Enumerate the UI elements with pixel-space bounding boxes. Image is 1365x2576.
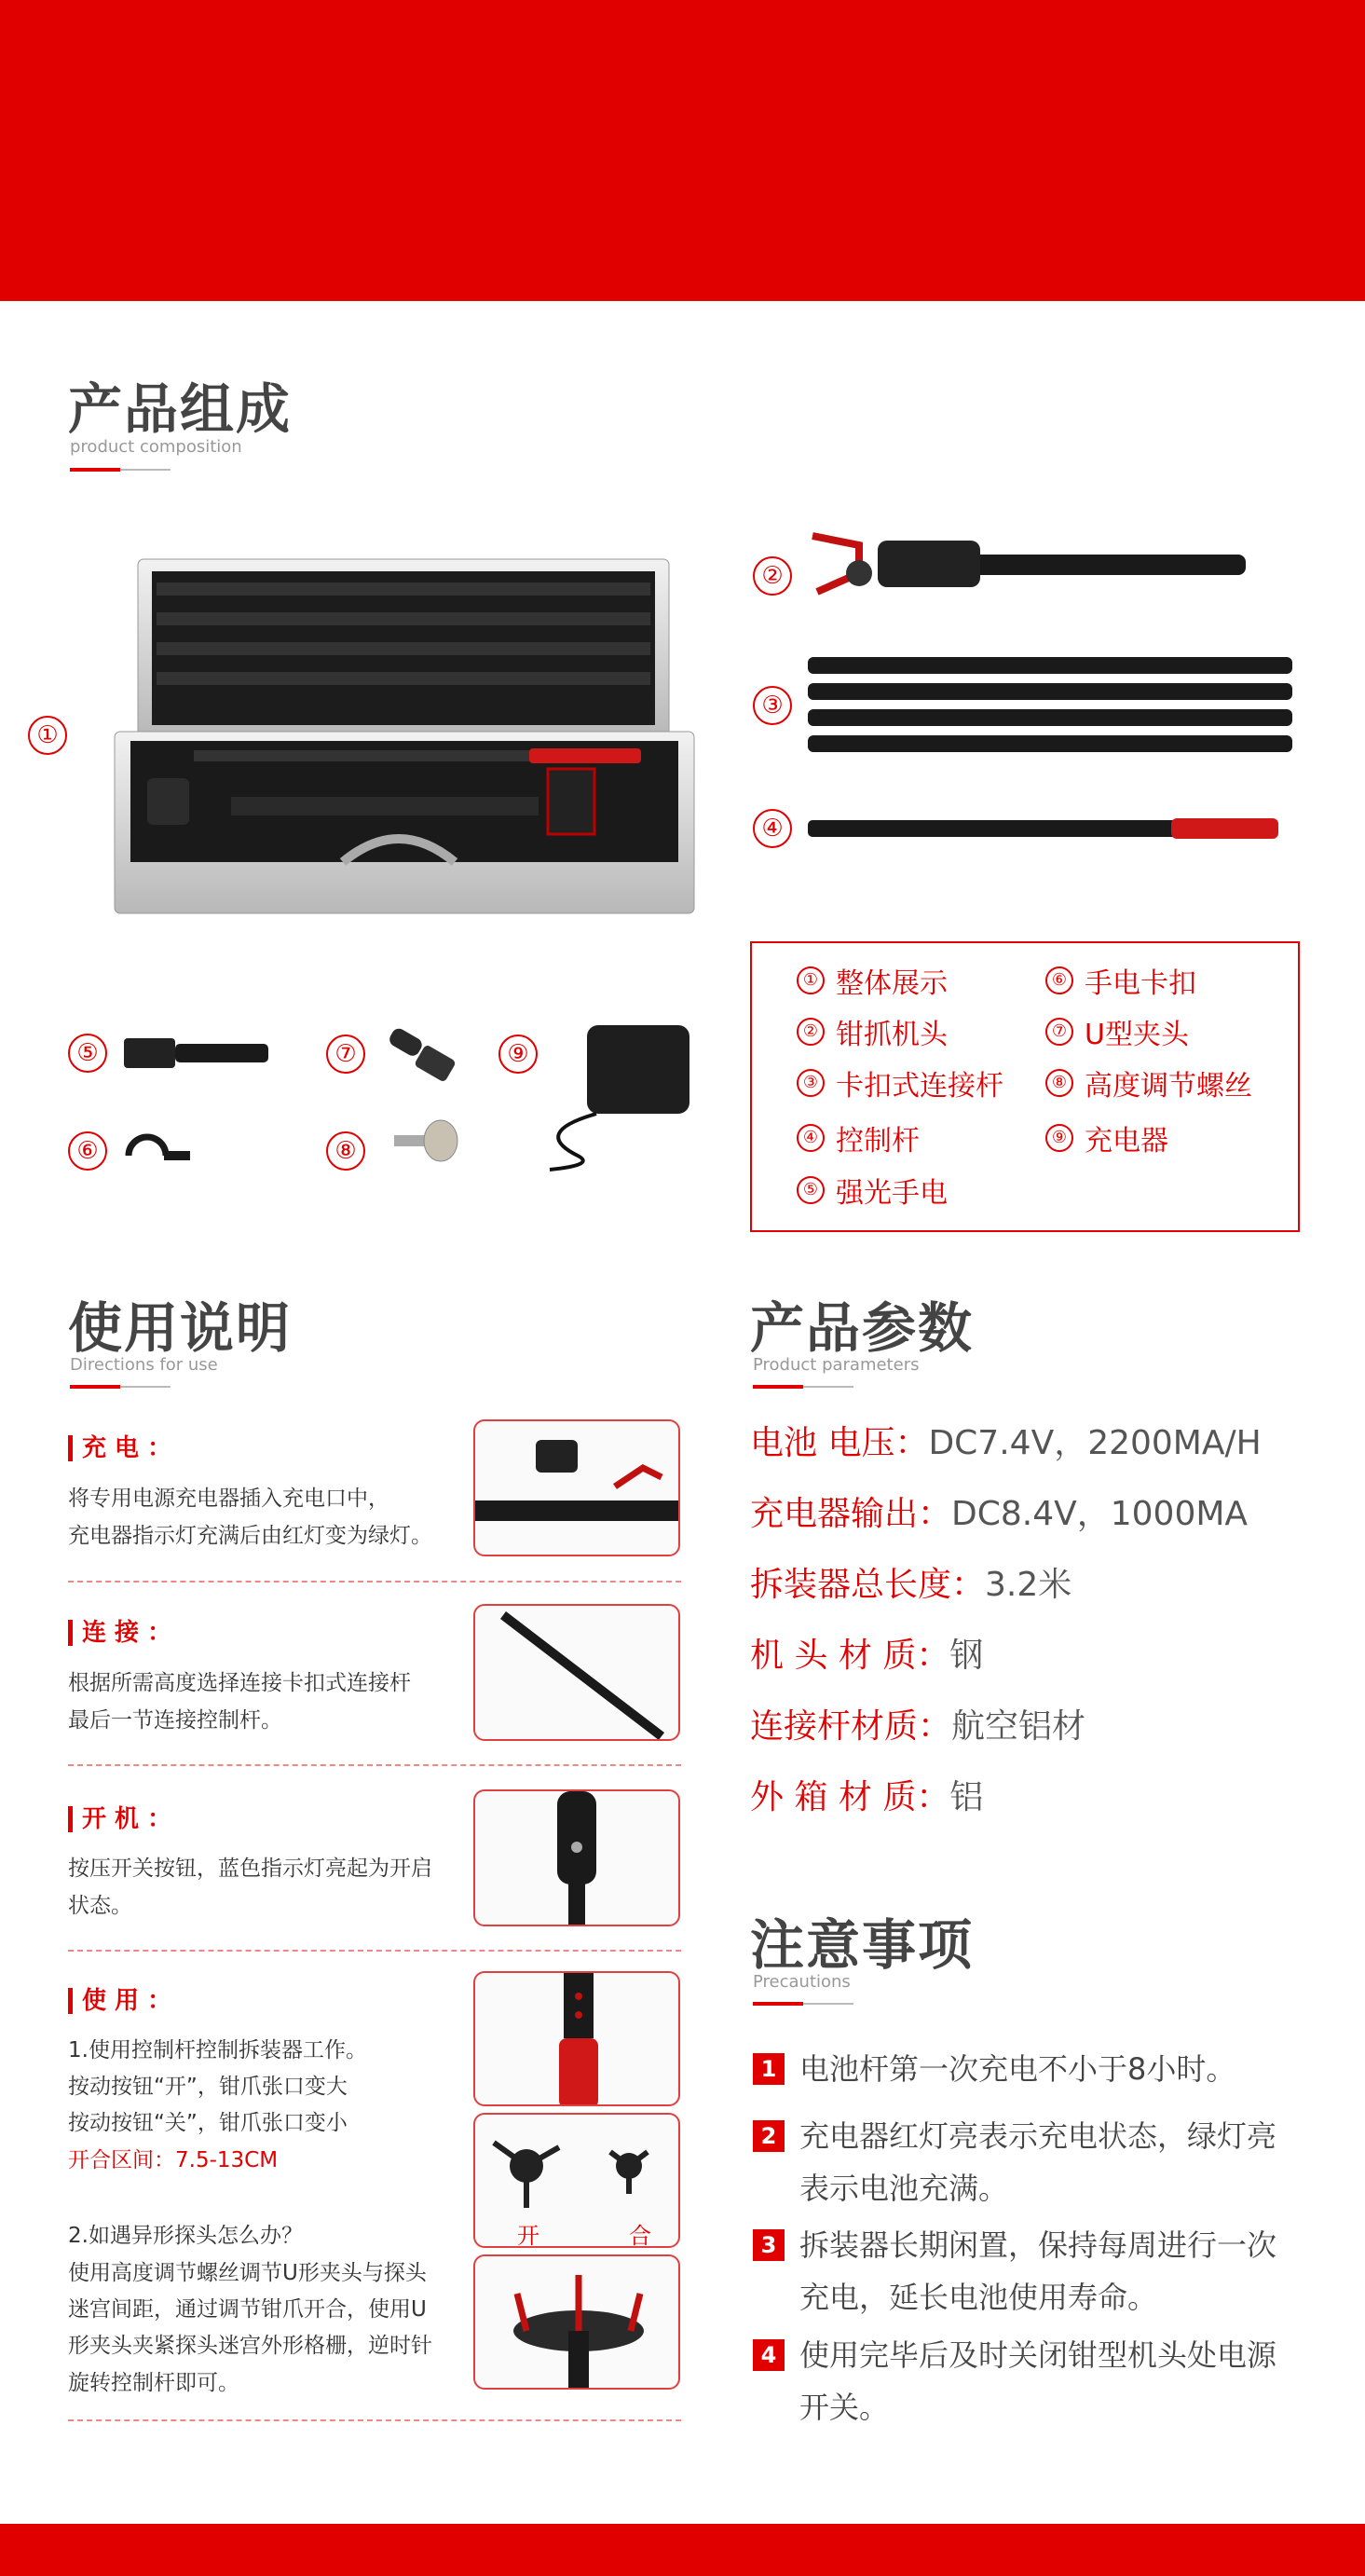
legend-item-8	[1045, 1062, 1252, 1103]
connecting-thumbnail	[473, 1604, 680, 1741]
composition-underline	[70, 468, 171, 472]
marker-5: ⑤	[68, 1034, 107, 1073]
usage-q2-line1: 2.如遇异形探头怎么办？	[68, 2224, 303, 2248]
param-value: DC8.4V，1000MA	[951, 1495, 1249, 1533]
marker-8: ⑧	[326, 1131, 365, 1171]
legend-num: ②	[797, 1018, 825, 1046]
open-close-range: 开合区间：7.5-13CM	[68, 2148, 279, 2172]
legend-num: ①	[797, 966, 825, 994]
usage-q2-line4: 形夹头夹紧探头迷宫外形格栅，逆时针	[68, 2334, 432, 2358]
precaution-number: 2	[753, 2120, 785, 2152]
power-on-thumbnail	[473, 1789, 680, 1926]
usage-connect-title: 连 接 ：	[68, 1620, 171, 1646]
parts-legend	[750, 941, 1300, 1232]
top-red-banner	[0, 0, 1365, 301]
marker-3: ③	[753, 686, 792, 725]
parameters-underline	[753, 1385, 853, 1389]
legend-item-3	[797, 1062, 1003, 1103]
legend-item-2	[797, 1011, 948, 1052]
usage-operate-line2: 按动按钮“开”，钳爪张口变大	[68, 2075, 348, 2099]
precautions-underline	[753, 2002, 853, 2006]
legend-label: 整体展示	[836, 967, 948, 1000]
control-rod-thumbnail	[473, 1971, 680, 2106]
usage-power-line2: 状态。	[68, 1894, 132, 1918]
open-label: 开	[517, 2223, 539, 2248]
usage-operate-line3: 按动按钮“关”，钳爪张口变小	[68, 2111, 348, 2135]
composition-title: 产品组成	[68, 377, 293, 441]
usage-operate-title: 使 用 ：	[68, 1988, 171, 2014]
tool-case-image	[110, 555, 699, 918]
usage-q2-line5: 旋转控制杆即可。	[68, 2371, 239, 2395]
directions-underline	[70, 1385, 171, 1389]
usage-connect-line2: 最后一节连接控制杆。	[68, 1708, 282, 1733]
legend-item-9	[1045, 1117, 1168, 1158]
param-key: 充电器输出：	[750, 1495, 952, 1533]
param-value: 航空铝材	[951, 1707, 1086, 1746]
directions-subtitle: Directions for use	[70, 1355, 218, 1375]
precautions-title: 注意事项	[750, 1913, 975, 1977]
usage-q2-line2: 使用高度调节螺丝调节U形夹头与探头	[68, 2261, 427, 2285]
param-key: 机 头 材 质：	[750, 1637, 950, 1675]
param-charger-output	[750, 1487, 1248, 1535]
param-key: 拆装器总长度：	[750, 1566, 986, 1604]
precaution-4-line1: 使用完毕后及时关闭钳型机头处电源	[799, 2337, 1277, 2373]
marker-1: ①	[28, 716, 67, 755]
control-rod-image	[803, 811, 1288, 848]
u-clamp-image	[380, 1023, 464, 1089]
usage-charge-line1: 将专用电源充电器插入充电口中，	[68, 1487, 389, 1511]
marker-7: ⑦	[326, 1035, 365, 1074]
param-value: DC7.4V，2200MA/H	[928, 1424, 1262, 1462]
usage-divider	[68, 2419, 681, 2421]
param-value: 3.2米	[985, 1566, 1072, 1604]
param-value: 铝	[949, 1778, 984, 1816]
connecting-rods-image	[803, 652, 1297, 764]
bottom-red-banner	[0, 2524, 1365, 2576]
precaution-number: 1	[753, 2053, 785, 2085]
legend-num: ③	[797, 1069, 825, 1097]
marker-6: ⑥	[68, 1131, 107, 1171]
usage-q2-line3: 迷宫间距，通过调节钳爪开合，使用U	[68, 2297, 427, 2322]
param-case-material	[750, 1771, 983, 1818]
usage-operate-line1: 1.使用控制杆控制拆装器工作。	[68, 2038, 367, 2062]
param-value: 钢	[949, 1637, 984, 1675]
directions-title: 使用说明	[68, 1296, 293, 1360]
usage-power-line1: 按压开关按钮，蓝色指示灯亮起为开启	[68, 1857, 432, 1881]
parameters-title: 产品参数	[750, 1296, 975, 1360]
legend-item-5	[797, 1170, 948, 1211]
composition-subtitle: product composition	[70, 437, 242, 457]
legend-label: 手电卡扣	[1085, 967, 1196, 1000]
legend-num: ⑧	[1045, 1069, 1073, 1097]
flashlight-image	[119, 1033, 273, 1074]
precaution-1-line1: 电池杆第一次充电不小于8小时。	[799, 2051, 1236, 2087]
legend-label: U型夹头	[1085, 1019, 1189, 1051]
precaution-2-line2: 表示电池充满。	[799, 2171, 1009, 2206]
flashlight-clip-image	[119, 1128, 194, 1174]
precaution-number: 4	[753, 2339, 785, 2371]
precaution-2-line1: 充电器红灯亮表示充电状态，绿灯亮	[799, 2118, 1277, 2154]
precaution-number: 3	[753, 2229, 785, 2261]
marker-2: ②	[753, 556, 792, 596]
param-rod-material	[750, 1700, 1085, 1747]
usage-divider	[68, 1764, 681, 1766]
legend-num: ⑤	[797, 1176, 825, 1204]
usage-divider	[68, 1581, 681, 1583]
legend-label: 钳抓机头	[836, 1019, 948, 1051]
open-close-thumbnail	[473, 2113, 680, 2248]
legend-item-1	[797, 960, 948, 1001]
usage-charge-line2: 充电器指示灯充满后由红灯变为绿灯。	[68, 1524, 432, 1548]
param-key: 外 箱 材 质：	[750, 1778, 950, 1816]
precautions-subtitle: Precautions	[753, 1972, 851, 1992]
legend-num: ⑥	[1045, 966, 1073, 994]
legend-label: 卡扣式连接杆	[836, 1070, 1003, 1103]
legend-item-6	[1045, 960, 1196, 1001]
charger-image	[540, 1021, 699, 1174]
clamp-head-image	[803, 527, 1250, 620]
param-head-material	[750, 1629, 983, 1677]
marker-4: ④	[753, 809, 792, 848]
legend-label: 控制杆	[836, 1125, 920, 1158]
usage-charge-title: 充 电 ：	[68, 1435, 171, 1461]
legend-num: ④	[797, 1124, 825, 1152]
parameters-subtitle: Product parameters	[753, 1355, 920, 1375]
param-key: 连接杆材质：	[750, 1707, 952, 1746]
legend-label: 强光手电	[836, 1177, 948, 1210]
precaution-3-line1: 拆装器长期闲置，保持每周进行一次	[799, 2227, 1277, 2263]
close-label: 合	[629, 2223, 651, 2248]
marker-9: ⑨	[498, 1035, 538, 1074]
usage-divider	[68, 1950, 681, 1952]
precaution-4-line2: 开关。	[799, 2390, 890, 2425]
height-adjust-screw-image	[389, 1115, 464, 1171]
usage-connect-line1: 根据所需高度选择连接卡扣式连接杆	[68, 1671, 411, 1695]
legend-item-7	[1045, 1011, 1189, 1052]
param-key: 电池 电压：	[750, 1424, 929, 1462]
legend-label: 高度调节螺丝	[1085, 1070, 1252, 1103]
param-battery-voltage	[750, 1417, 1262, 1464]
precaution-3-line2: 充电，延长电池使用寿命。	[799, 2280, 1158, 2315]
legend-num: ⑦	[1045, 1018, 1073, 1046]
legend-label: 充电器	[1085, 1125, 1168, 1158]
usage-power-title: 开 机 ：	[68, 1806, 171, 1832]
u-clamp-usage-thumbnail	[473, 2254, 680, 2390]
legend-item-4	[797, 1117, 920, 1158]
param-total-length	[750, 1558, 1072, 1606]
legend-num: ⑨	[1045, 1124, 1073, 1152]
charging-thumbnail	[473, 1419, 680, 1556]
